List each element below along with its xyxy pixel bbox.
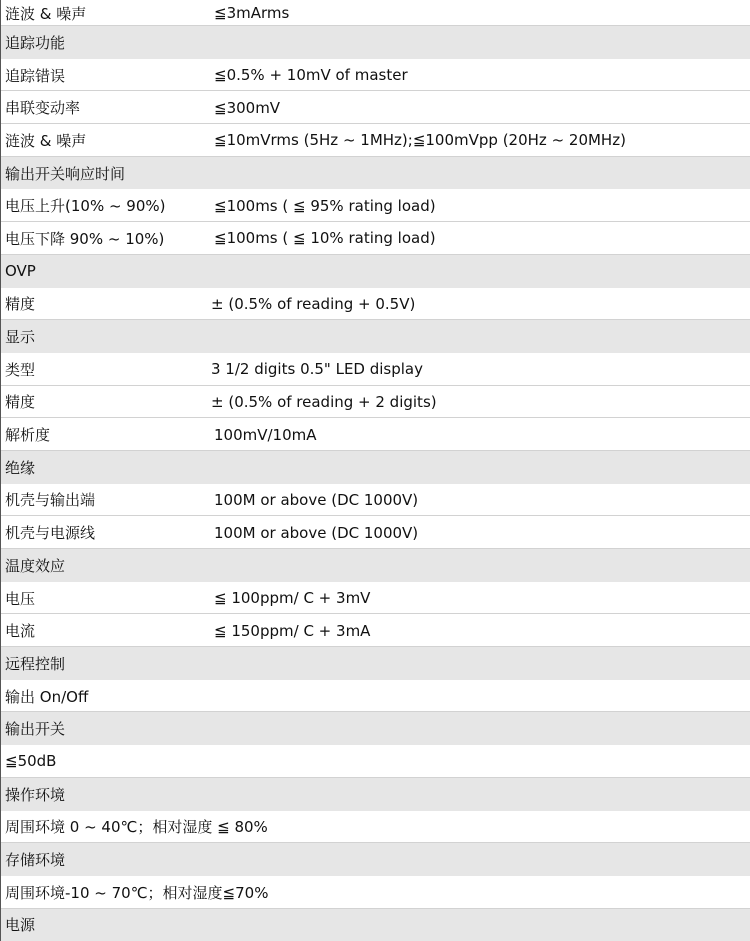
spec-label: 类型	[5, 360, 36, 379]
spec-value: ± (0.5% of reading + 0.5V)	[211, 294, 416, 313]
spec-row	[0, 680, 750, 713]
section-header	[0, 549, 750, 582]
spec-label: 解析度	[5, 426, 51, 445]
section-title: 远程控制	[5, 654, 66, 673]
spec-value: 100M or above (DC 1000V)	[214, 490, 419, 509]
spec-value: 100M or above (DC 1000V)	[214, 523, 419, 542]
spec-value: ≦100ms ( ≦ 95% rating load)	[214, 196, 436, 215]
spec-row	[0, 124, 750, 157]
section-title: 温度效应	[5, 556, 66, 575]
spec-row	[0, 582, 750, 615]
spec-value: 3 1/2 digits 0.5" LED display	[211, 360, 423, 379]
section-header	[0, 778, 750, 811]
spec-row	[0, 59, 750, 92]
spec-label: 电流	[5, 622, 36, 641]
spec-label: ≦50dB	[5, 752, 57, 771]
section-header	[0, 255, 750, 288]
spec-row	[0, 745, 750, 778]
spec-label: 周围环境 0 ~ 40℃；相对湿度 ≦ 80%	[5, 818, 268, 837]
spec-row	[0, 386, 750, 419]
spec-label: 精度	[5, 295, 36, 314]
spec-value: 100mV/10mA	[214, 425, 317, 444]
spec-row	[0, 418, 750, 451]
spec-row	[0, 0, 750, 26]
spec-row	[0, 91, 750, 124]
spec-label: 电压上升(10% ~ 90%)	[5, 197, 166, 216]
section-header	[0, 843, 750, 876]
spec-label: 串联变动率	[5, 99, 81, 118]
spec-label: 追踪错误	[5, 66, 66, 85]
spec-row	[0, 288, 750, 321]
spec-label: 输出 On/Off	[5, 687, 89, 706]
section-title: 输出开关	[5, 720, 66, 739]
spec-value: ≦3mArms	[214, 4, 290, 22]
spec-label: 涟波 & 噪声	[5, 4, 87, 23]
spec-label: 精度	[5, 393, 36, 412]
spec-row	[0, 189, 750, 222]
section-header	[0, 909, 750, 941]
section-header	[0, 712, 750, 745]
spec-label: 电压	[5, 589, 36, 608]
section-header	[0, 451, 750, 484]
section-title: 输出开关响应时间	[5, 164, 126, 183]
spec-row	[0, 353, 750, 386]
spec-value: ± (0.5% of reading + 2 digits)	[211, 392, 437, 411]
spec-label: 机壳与输出端	[5, 491, 96, 510]
spec-value: ≦0.5% + 10mV of master	[214, 66, 408, 85]
spec-label: 电压下降 90% ~ 10%)	[5, 229, 165, 248]
section-title: OVP	[5, 262, 36, 281]
spec-value: ≦ 150ppm/ C + 3mA	[214, 621, 371, 640]
spec-value: ≦100ms ( ≦ 10% rating load)	[214, 229, 436, 248]
section-title: 存储环境	[5, 851, 66, 870]
section-title: 电源	[5, 916, 36, 935]
spec-row	[0, 222, 750, 255]
spec-value: ≦10mVrms (5Hz ~ 1MHz);≦100mVpp (20Hz ~ 20MHz)	[214, 131, 626, 150]
spec-label: 机壳与电源线	[5, 524, 96, 543]
spec-row	[0, 811, 750, 844]
spec-row	[0, 484, 750, 517]
spec-row	[0, 516, 750, 549]
section-title: 绝缘	[5, 458, 36, 477]
section-title: 操作环境	[5, 785, 66, 804]
spec-value: ≦300mV	[214, 98, 281, 117]
section-header	[0, 320, 750, 353]
section-header	[0, 647, 750, 680]
spec-row	[0, 876, 750, 909]
spec-row	[0, 614, 750, 647]
section-header	[0, 157, 750, 190]
spec-label: 周围环境-10 ~ 70℃；相对湿度≦70%	[5, 883, 269, 902]
section-header	[0, 26, 750, 59]
spec-label: 涟波 & 噪声	[5, 131, 87, 150]
section-title: 追踪功能	[5, 33, 66, 52]
section-title: 显示	[5, 328, 36, 347]
spec-value: ≦ 100ppm/ C + 3mV	[214, 589, 371, 608]
